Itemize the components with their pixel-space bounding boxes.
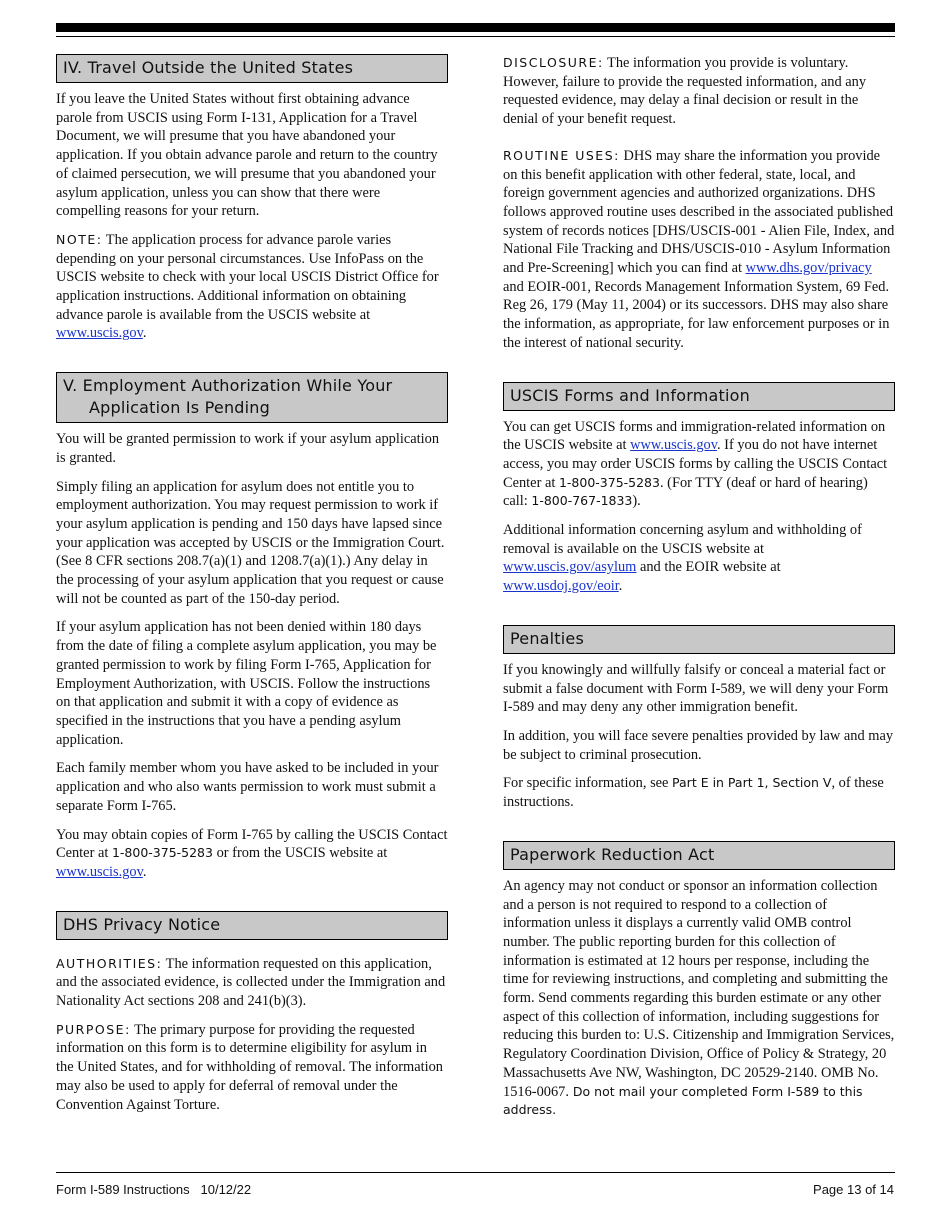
disclosure-text: The information you provide is voluntary. However, failure to provide the requested information, and any requested evidence, may delay a final decision or result in the denial of your benefit request.: [503, 55, 867, 128]
forms-p2-text-b: and the EOIR website at: [636, 559, 781, 576]
forms-text-c: . (For TTY (deaf or hard of hearing) call:: [503, 474, 868, 510]
penalties-paragraph-2: In addition, you will face severe penalties provided by law and may be subject to criminal prosecution.: [503, 727, 894, 763]
note-label: NOTE:: [56, 231, 103, 247]
p5-text-b: or from the USCIS website at: [212, 845, 388, 862]
tty-phone: 1-800-767-1833: [531, 493, 633, 509]
routine-uses-label: ROUTINE USES:: [503, 147, 620, 163]
left-column: [56, 54, 448, 1124]
forms-p2-end: .: [618, 578, 623, 595]
forms-paragraph-2: [503, 521, 895, 596]
purpose-label: PURPOSE:: [56, 1021, 131, 1037]
note-end: .: [142, 325, 147, 342]
employment-paragraph-2: Simply filing an application for asylum does not entitle you to employment authorization. You may request permission to work if your asylum application is pending and 150 days have lapsed since your application was accepted by USCIS or the Immigration Court. (See 8 CFR sections 208.7(a)(1) and 1208.7(a)(1).) Any delay in the processing of your asylum application that you request or cause will not be counted as part of the 150-day period.: [56, 478, 445, 607]
footer-form-id: Form I-589 Instructions 10/12/22: [56, 1182, 252, 1197]
forms-p2-text-a: Additional information concerning asylum and withholding of removal is available on the USCIS website at: [503, 522, 862, 557]
disclosure-label: DISCLOSURE:: [503, 55, 604, 70]
uscis-link[interactable]: www.uscis.gov: [630, 437, 717, 454]
footer-page-number: Page 13 of 14: [813, 1182, 894, 1197]
eoir-link[interactable]: www.usdoj.gov/eoir: [503, 578, 619, 595]
disclosure-paragraph: [503, 54, 895, 129]
employment-section-heading: [56, 372, 448, 423]
dhs-privacy-link[interactable]: www.dhs.gov/privacy: [745, 260, 872, 277]
privacy-section-heading: DHS Privacy Notice: [56, 911, 448, 940]
header-rule-thick: [56, 23, 895, 32]
contact-center-phone: 1-800-375-5283: [111, 845, 213, 861]
paperwork-section-heading: Paperwork Reduction Act: [503, 841, 895, 870]
paperwork-text: An agency may not conduct or sponsor an information collection and a person is not required to respond to a collection of information unless it displays a currently valid OMB control number. The public reporting burden for this collection of information is estimated at 12 hours per response, including the time for reviewing instructions, and completing and submitting the form. Send comments regarding this burden estimate or any other aspect of this collection of information, including suggestions for reducing this burden to: U.S. Citizenship and Immigration Services, Regulatory Coordination Division, Office of Policy & Strategy, 20 Massachusetts Ave NW, Washington, DC 20529-2140. OMB No. 1516-0067.: [503, 877, 895, 1100]
purpose-text: The primary purpose for providing the requested information on this form is to determine eligibility for asylum in the United States, and for withholding of removal. The information may also be used to apply for deferral of removal under the Convention Against Torture.: [56, 1021, 444, 1113]
purpose-paragraph: [56, 1021, 448, 1115]
forms-paragraph-1: [503, 418, 895, 512]
authorities-text: The information requested on this application, and the associated evidence, is collected under the Immigration and Nationality Act sections 208 and 241(b)(3).: [56, 955, 446, 1010]
routine-uses-paragraph: [503, 147, 895, 353]
note-text: The application process for advance parole varies depending on your personal circumstances. Use InfoPass on the USCIS website to check with your local USCIS District Office for application instructions. Additional information on obtaining advance parole is available from the USCIS website at: [56, 231, 439, 323]
forms-section-heading: USCIS Forms and Information: [503, 382, 895, 411]
header-rule-thin: [56, 36, 895, 37]
footer-rule: [56, 1172, 895, 1173]
paperwork-paragraph: [503, 877, 895, 1120]
uscis-asylum-link[interactable]: www.uscis.gov/asylum: [503, 559, 637, 576]
employment-paragraph-1: You will be granted permission to work if your asylum application is granted.: [56, 431, 440, 466]
forms-text-d: ).: [632, 493, 641, 510]
penalties-text-a: For specific information, see: [503, 775, 673, 792]
penalties-paragraph-3: [503, 774, 895, 811]
forms-text-a: You can get USCIS forms and immigration-related information on the USCIS website at: [503, 418, 886, 454]
employment-paragraph-5: [56, 826, 448, 882]
p5-end: .: [142, 863, 147, 880]
forms-text-b: . If you do not have internet access, you may order USCIS forms by calling the USCIS Contact Center at: [503, 437, 888, 491]
part-reference: Part E in Part 1, Section V: [672, 775, 832, 791]
employment-heading-line2: Application Is Pending: [89, 398, 270, 418]
p5-text-a: You may obtain copies of Form I-765 by calling the USCIS Contact Center at: [56, 826, 448, 862]
employment-paragraph-4: Each family member whom you have asked to be included in your application and who also wants permission to work must submit a separate Form I-765.: [56, 760, 439, 814]
contact-center-phone: 1-800-375-5283: [558, 474, 660, 490]
travel-note: [56, 231, 448, 343]
penalties-paragraph-1: If you knowingly and willfully falsify or conceal a material fact or submit a false document with Form I-589, we will deny your Form I-589 and may deny any other immigration benefit.: [503, 661, 889, 716]
uscis-link[interactable]: www.uscis.gov: [56, 325, 143, 342]
right-column: [503, 54, 895, 1130]
penalties-section-heading: Penalties: [503, 625, 895, 654]
uscis-link[interactable]: www.uscis.gov: [56, 863, 143, 880]
routine-text-b: and EOIR-001, Records Management Information System, 69 Fed. Reg 26, 179 (May 11, 2004) or its successors. DHS may also share the information, as appropriate, for law enforcement purposes or in the interest of national security.: [503, 278, 890, 351]
travel-section-heading: IV. Travel Outside the United States: [56, 54, 448, 83]
paperwork-warning: Do not mail your completed Form I-589 to this address.: [503, 1083, 863, 1118]
routine-text-a: DHS may share the information you provide on this benefit application with other federal, state, local, and foreign government agencies and authorized organizations. DHS follows approved routine uses described in the associated published system of records notices [DHS/USCIS-001 - Alien File, Index, and National File Tracking and DHS/USCIS-010 - Asylum Information and Pre-Screening] which you can find at: [503, 147, 895, 277]
employment-paragraph-3: If your asylum application has not been denied within 180 days from the date of filing a complete asylum application, you may be granted permission to work by filing Form I-765, Application for Employment Authorization, with USCIS. Follow the instructions on that application and submit it with a copy of evidence as specified in the instructions that you have a pending asylum application.: [56, 619, 437, 748]
employment-heading-line1: V. Employment Authorization While Your: [63, 376, 393, 396]
authorities-paragraph: [56, 955, 448, 1011]
authorities-label: AUTHORITIES:: [56, 955, 163, 971]
travel-paragraph: If you leave the United States without first obtaining advance parole from USCIS using Form I-131, Application for a Travel Document, we will presume that you have abandoned your application. If you obtain advance parole and return to the country of claimed persecution, we will presume that you abandoned your asylum application, unless you can show that there were compelling reasons for your return.: [56, 91, 438, 220]
penalties-text-b: , of these instructions.: [503, 775, 884, 811]
